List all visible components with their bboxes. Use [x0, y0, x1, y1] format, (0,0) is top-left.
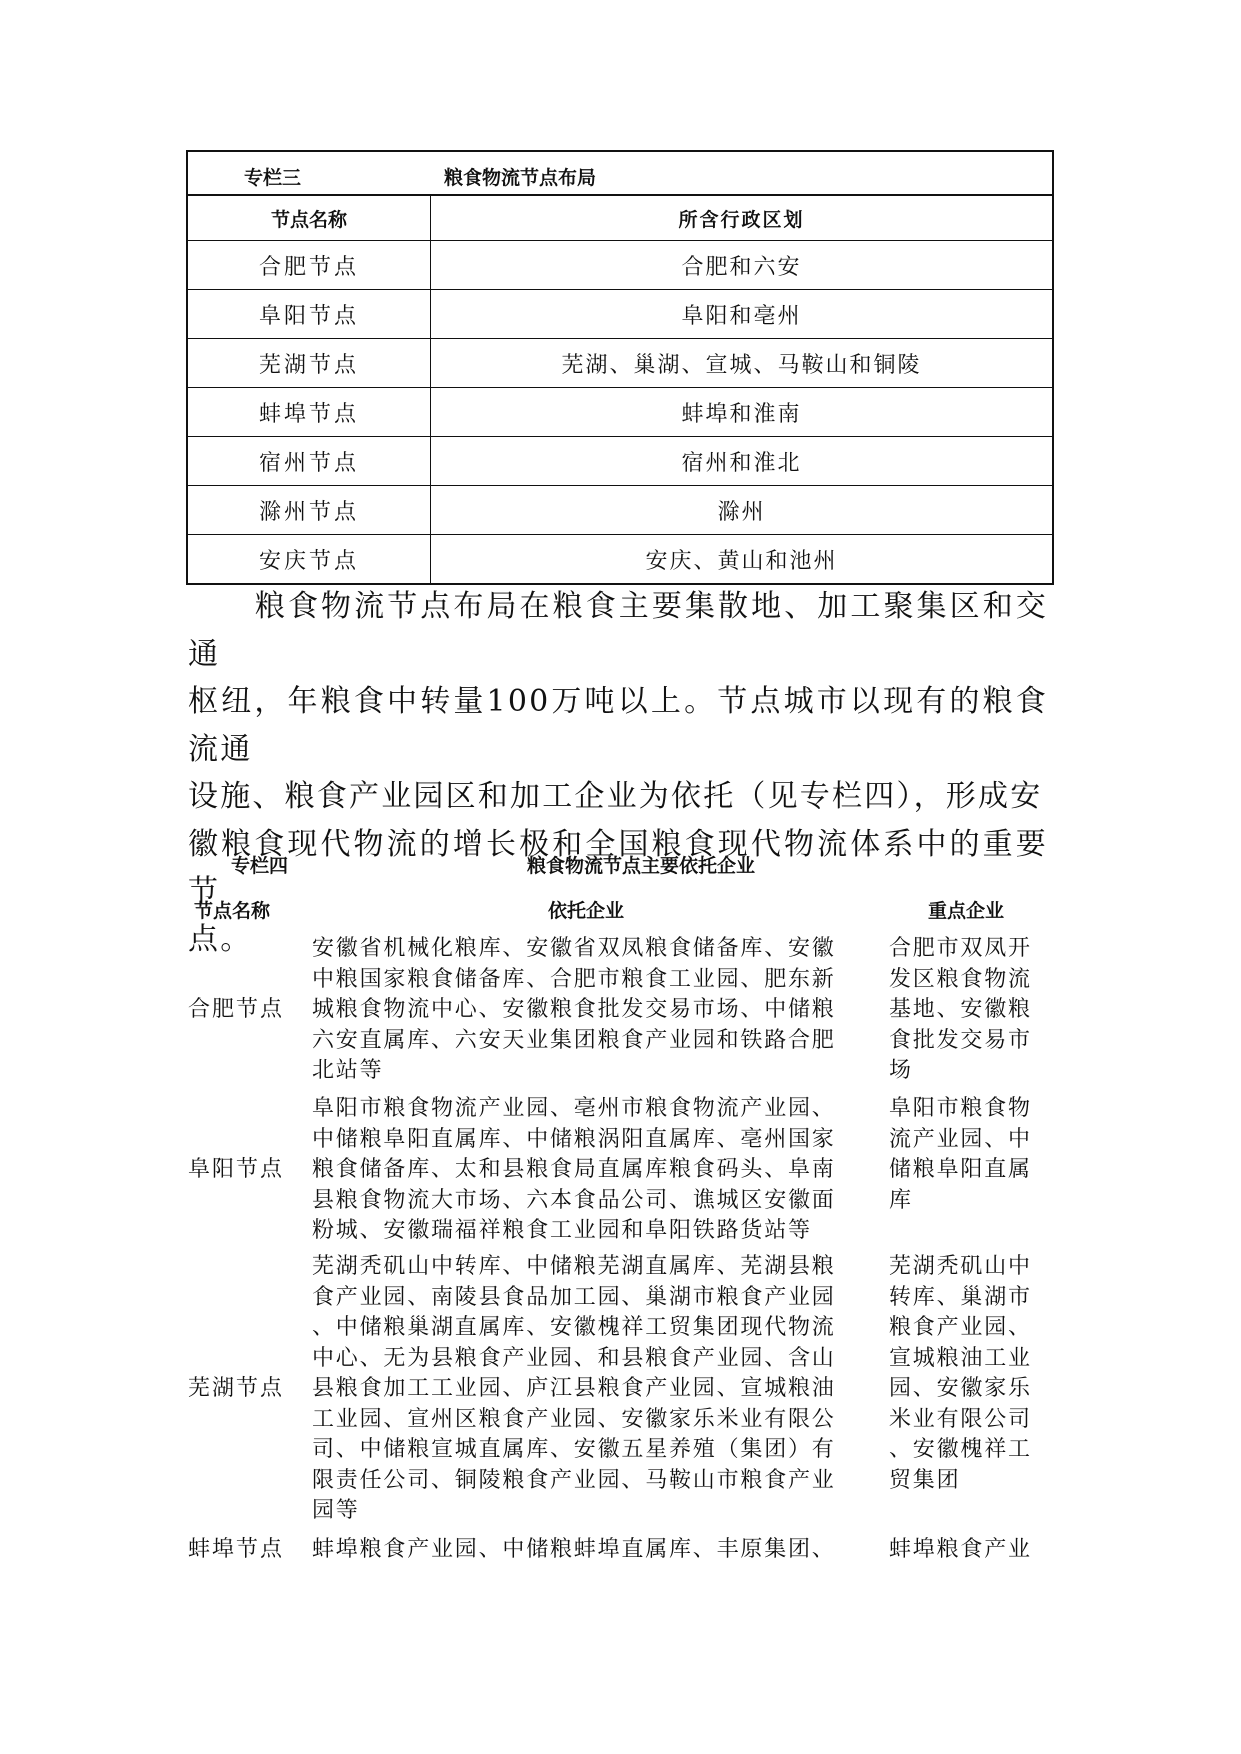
node-name-cell: 蚌埠节点 [188, 388, 431, 436]
box-label: 专栏三 [244, 167, 302, 189]
enterprise-line: 县粮食加工工业园、庐江县粮食产业园、宣城粮油 [312, 1376, 836, 1401]
key-enterprise-list [889, 1094, 1039, 1216]
enterprise-list [312, 1094, 868, 1247]
box4-header-enterprises: 依托企业 [548, 900, 625, 922]
node-name-cell: 阜阳节点 [188, 290, 431, 338]
enterprise-line: 蚌埠粮食产业园、中储粮蚌埠直属库、丰原集团、 [312, 1537, 836, 1562]
table-caption [188, 152, 1052, 196]
enterprise-line: 中粮国家粮食储备库、合肥市粮食工业园、肥东新 [312, 966, 836, 992]
key-line: 米业有限公司 [889, 1406, 1032, 1432]
division-cell: 安庆、黄山和池州 [645, 548, 838, 574]
enterprise-list [312, 1535, 868, 1566]
key-enterprise-list [889, 1535, 1039, 1566]
table-row [188, 486, 1052, 535]
table-row [188, 290, 1052, 339]
enterprise-line: 中心、无为县粮食产业园、和县粮食产业园、含山 [312, 1345, 836, 1371]
key-line: 蚌埠粮食产业 [889, 1537, 1032, 1562]
division-cell: 芜湖、巢湖、宣城、马鞍山和铜陵 [561, 352, 922, 378]
enterprise-line: 北站等 [312, 1058, 384, 1083]
enterprise-line: 中储粮阜阳直属库、中储粮涡阳直属库、亳州国家 [312, 1126, 836, 1152]
enterprise-line: 安徽省机械化粮库、安徽省双凤粮食储备库、安徽 [312, 936, 836, 961]
key-line: 粮食产业园、 [889, 1315, 1032, 1340]
node-name: 蚌埠节点 [188, 1537, 285, 1562]
enterprise-line: 食产业园、南陵县食品加工园、巢湖市粮食产业园 [312, 1284, 836, 1310]
enterprise-list [312, 1252, 868, 1527]
table-row [188, 241, 1052, 290]
node-name: 阜阳节点 [188, 1157, 285, 1182]
table-row [188, 339, 1052, 388]
box4-header-node: 节点名称 [194, 900, 271, 922]
enterprise-line: 城粮食物流中心、安徽粮食批发交易市场、中储粮 [312, 997, 836, 1022]
key-enterprise-list [889, 934, 1039, 1087]
key-line: 场 [889, 1058, 913, 1083]
enterprise-row [188, 1094, 1048, 1247]
enterprise-row [188, 1535, 1048, 1567]
key-line: 宣城粮油工业 [889, 1345, 1032, 1371]
enterprise-line: 芜湖秃矶山中转库、中储粮芜湖直属库、芜湖县粮 [312, 1254, 836, 1279]
node-name-cell: 宿州节点 [188, 437, 431, 485]
node-layout-table [186, 150, 1054, 585]
node-name: 芜湖节点 [188, 1376, 285, 1401]
key-line: 阜阳市粮食物 [889, 1096, 1032, 1121]
paragraph-line: 枢纽，年粮食中转量100万吨以上。节点城市以现有的粮食流通 [188, 684, 1048, 767]
node-name-cell: 安庆节点 [188, 535, 431, 583]
header-node-name: 节点名称 [188, 196, 431, 240]
enterprise-line: 园等 [312, 1498, 360, 1523]
paragraph-line: 粮食物流节点布局在粮食主要集散地、加工聚集区和交通 [188, 589, 1048, 672]
key-line: 合肥市双凤开 [889, 936, 1032, 961]
box-title: 粮食物流节点布局 [444, 167, 597, 189]
header-admin-division: 所含行政区划 [678, 208, 805, 231]
enterprise-list [312, 934, 868, 1087]
box4-label: 专栏四 [231, 855, 289, 877]
division-cell: 阜阳和亳州 [681, 303, 802, 329]
box4-title: 粮食物流节点主要依托企业 [527, 855, 756, 877]
enterprise-line: 县粮食物流大市场、六本食品公司、谯城区安徽面 [312, 1187, 836, 1213]
key-line: 基地、安徽粮 [889, 997, 1032, 1022]
node-name-cell: 滁州节点 [188, 486, 431, 534]
key-line: 库 [889, 1187, 913, 1213]
division-cell: 宿州和淮北 [681, 450, 802, 476]
table-row [188, 388, 1052, 437]
enterprise-line: 粮食储备库、太和县粮食局直属库粮食码头、阜南 [312, 1157, 836, 1182]
table-row [188, 535, 1052, 583]
enterprise-line: 粉城、安徽瑞福祥粮食工业园和阜阳铁路货站等 [312, 1218, 812, 1243]
node-name-cell: 芜湖节点 [188, 339, 431, 387]
key-line: 芜湖秃矶山中 [889, 1254, 1032, 1279]
division-cell: 滁州 [717, 499, 766, 525]
table-header-row [188, 196, 1052, 241]
enterprise-line: 司、中储粮宣城直属库、安徽五星养殖（集团）有 [312, 1437, 836, 1462]
node-name: 合肥节点 [188, 997, 285, 1022]
key-line: 转库、巢湖市 [889, 1284, 1032, 1310]
division-cell: 蚌埠和淮南 [681, 401, 802, 427]
enterprise-line: 限责任公司、铜陵粮食产业园、马鞍山市粮食产业 [312, 1467, 836, 1493]
key-line: 园、安徽家乐 [889, 1376, 1032, 1401]
paragraph-line: 点。 [188, 921, 253, 957]
key-line: 发区粮食物流 [889, 966, 1032, 992]
box4-header-key: 重点企业 [928, 900, 1005, 922]
key-line: 食批发交易市 [889, 1027, 1032, 1053]
enterprise-row [188, 934, 1048, 1087]
table-row [188, 437, 1052, 486]
key-line: 贸集团 [889, 1467, 961, 1493]
enterprise-line: 工业园、宣州区粮食产业园、安徽家乐米业有限公 [312, 1406, 836, 1432]
key-line: 、安徽槐祥工 [889, 1437, 1032, 1462]
enterprise-line: 阜阳市粮食物流产业园、亳州市粮食物流产业园、 [312, 1096, 836, 1121]
paragraph-line: 设施、粮食产业园区和加工企业为依托（见专栏四），形成安 [188, 779, 1043, 814]
key-line: 储粮阜阳直属 [889, 1157, 1032, 1182]
node-name-cell: 合肥节点 [188, 241, 431, 289]
enterprise-line: 、中储粮巢湖直属库、安徽槐祥工贸集团现代物流 [312, 1315, 836, 1340]
key-enterprise-list [889, 1252, 1039, 1496]
paragraph-line: 徽粮食现代物流的增长极和全国粮食现代物流体系中的重要节 [188, 826, 1048, 909]
enterprise-row [188, 1252, 1048, 1527]
enterprise-line: 六安直属库、六安天业集团粮食产业园和铁路合肥 [312, 1027, 836, 1053]
key-line: 流产业园、中 [889, 1126, 1032, 1152]
division-cell: 合肥和六安 [681, 254, 802, 280]
